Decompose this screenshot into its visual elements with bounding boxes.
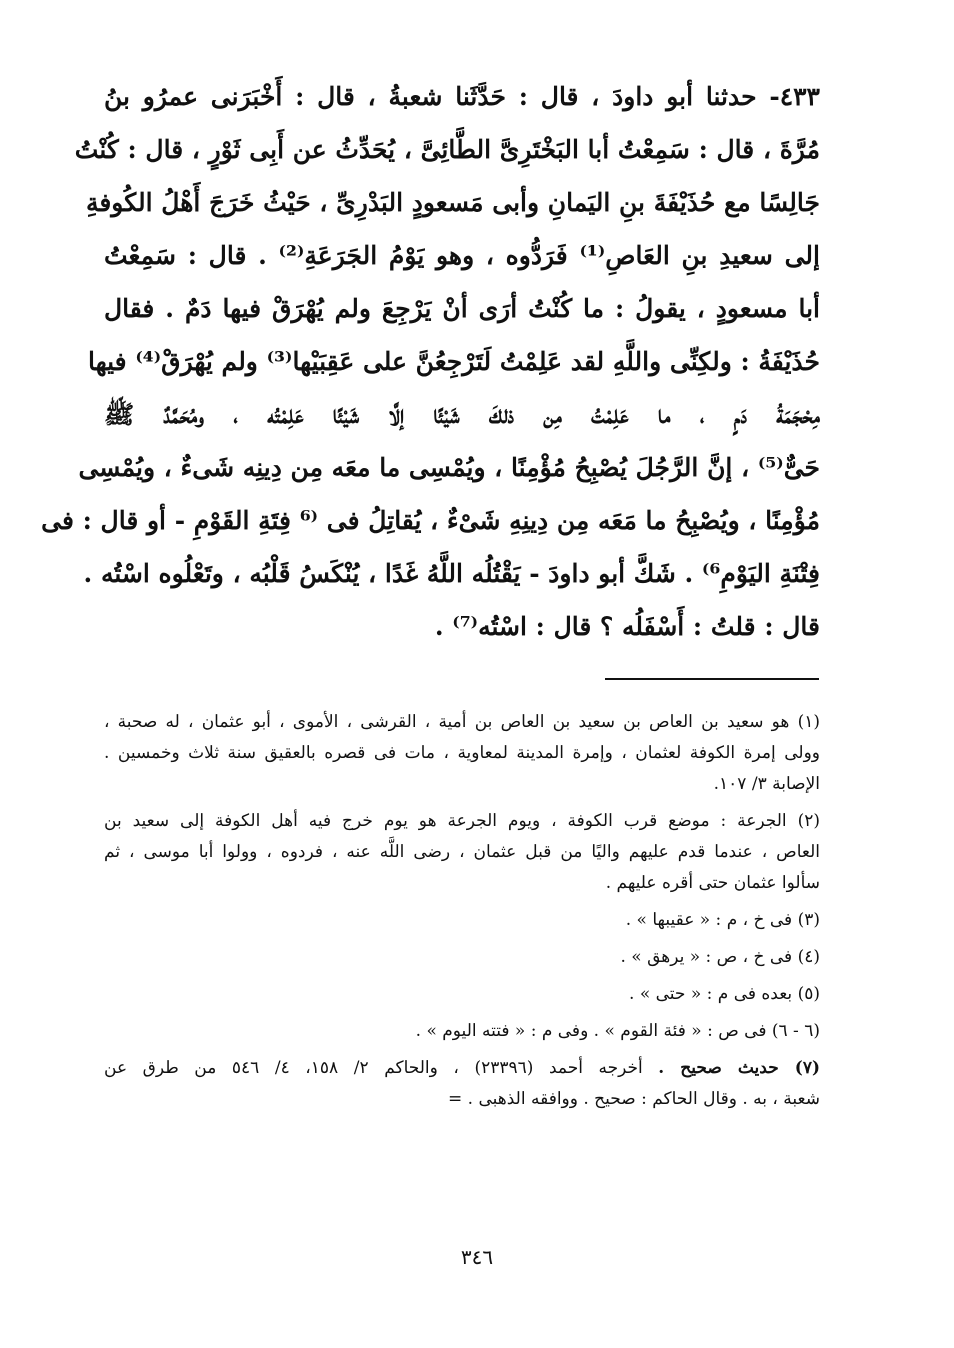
footnote-6: (٦ - ٦) فى ص : « فئة القوم » . وفى م : « فتته اليوم » . <box>415 1021 820 1041</box>
hadith-text <box>41 70 820 653</box>
footnote-1 <box>104 707 820 800</box>
footnote-text: أخرجه أحمد (٢٣٣٩٦) ، والحاكم ٢/ ١٥٨، ٤/ ٥٤٦ من طرق عن <box>104 1058 659 1078</box>
hadith-line: جَالِسًا مع حُذَيْفَةَ بنِ اليَمانِ وأبى مَسعودٍ البَدْرِىِّ ، حَيْثُ خَرَجَ أَهْلُ الكُوفةِ <box>85 188 820 217</box>
footnote-line: شعبة ، به . وقال الحاكم : صحيح . ووافقه الذهبى . = <box>448 1089 820 1109</box>
footnote-7 <box>104 1053 820 1115</box>
hadith-line: حُذَيْفَةُ : ولكِنِّى واللَّهِ لقد عَلِمْتُ لَتَرْجِعُنَّ على عَقِبَيْها⁽³⁾ ولم يُهْرَقْ⁽⁴⁾ فيها <box>87 347 820 376</box>
footnote-2 <box>104 806 820 899</box>
footnote-line: (٢) الجرعة : موضع قرب الكوفة ، ويوم الجرعة هو يوم خرج فيه أهل الكوفة إلى سعيد بن <box>104 811 820 831</box>
page-number: ٣٤٦ <box>460 1245 494 1269</box>
footnote-line <box>104 1053 820 1084</box>
footnote-4: (٤) فى خ ، ص : « يرهق » . <box>620 947 820 967</box>
hadith-line: مُؤْمِنًا ، ويُصْبِحُ ما مَعَه مِن دِينِهِ شَىْءٌ ، يُقاتِلُ فى ⁽⁶ فِتَةِ القَوْمِ - أو قال : فى <box>41 506 820 535</box>
footnote-line: الإصابة ٣/ ١٠٧. <box>713 774 820 794</box>
hadith-line: ٤٣٣- حدثنا أبو داودَ ، قال : حَدَّثَنا شعبةُ ، قال : أَخْبَرَنى عمرُو بنُ <box>104 82 820 111</box>
footnotes <box>104 707 820 1115</box>
footnote-line: العاص ، عندما قدم عليهم واليًا من قبل عثمان ، رضى اللَّه عنه ، فردوه ، وولوا أبا موسى ، ثم <box>104 842 820 862</box>
footnote-divider <box>605 678 819 680</box>
hadith-line: فِتْنَةِ اليَوْمِ⁶⁾ . شَكَّ أبو داودَ - يَقْتُلُه اللَّهُ غَدًا ، يُنْكَسُ قَلْبُه ، وتَعْلُوه اسْتُه . <box>83 559 820 588</box>
hadith-line: حَىٌّ⁽⁵⁾ ، إنَّ الرَّجُلَ يُصْبِحُ مُؤْمِنًا ، ويُمْسِى ما معَه مِن دِينِه شَىءٌ ، ويُمْسِى <box>78 453 820 482</box>
hadith-line: أبا مسعودٍ ، يقولُ : ما كُنْتُ أرَى أنْ يَرْجِعَ ولم يُهْرَقْ فيها دَمٌ . فقال <box>104 294 820 323</box>
hadith-line: إلى سعيدِ بنِ العَاصِ⁽¹⁾ فَرَدُّوه ، وهو يَوْمُ الجَرَعَةِ⁽²⁾ . قال : سَمِعْتُ <box>104 241 820 270</box>
footnote-line: (١) هو سعيد بن العاص بن سعيد بن العاص بن أمية ، القرشى ، الأموى ، أبو عثمان ، له صحبة ، <box>104 712 820 732</box>
footnote-3: (٣) فى خ ، م : « عقيبها » . <box>625 910 820 930</box>
hadith-line: قال : قلتُ : أَسْفَلُه ؟ قال : اسْتُه⁽⁷⁾ . <box>434 612 820 641</box>
footnote-grade: (٧) حديث صحيح . <box>658 1058 821 1078</box>
footnote-line: وولى إمرة الكوفة لعثمان ، وإمرة المدينة لمعاوية ، مات فى قصره بالعقيق سنة ثلاث وخمسين . <box>104 743 820 763</box>
footnote-5: (٥) بعده فى م : « حتى » . <box>629 984 820 1004</box>
footnote-line: سألوا عثمان حتى أقره عليهم . <box>605 873 820 893</box>
hadith-line: مِحْجَمَةُ دَمٍ ، ما عَلِمْتُ مِن ذلكَ شَيْئًا إلَّا شَيْئًا عَلِمْتُه ، ومُحَمَّدٌ ﷺ <box>104 400 820 429</box>
hadith-line: مُرَّةَ ، قال : سَمِعْتُ أبا البَخْتَرِىَّ الطَّائِىَّ ، يُحَدِّثُ عن أَبِى ثَوْرٍ ، قال : كُنْتُ <box>74 135 820 164</box>
